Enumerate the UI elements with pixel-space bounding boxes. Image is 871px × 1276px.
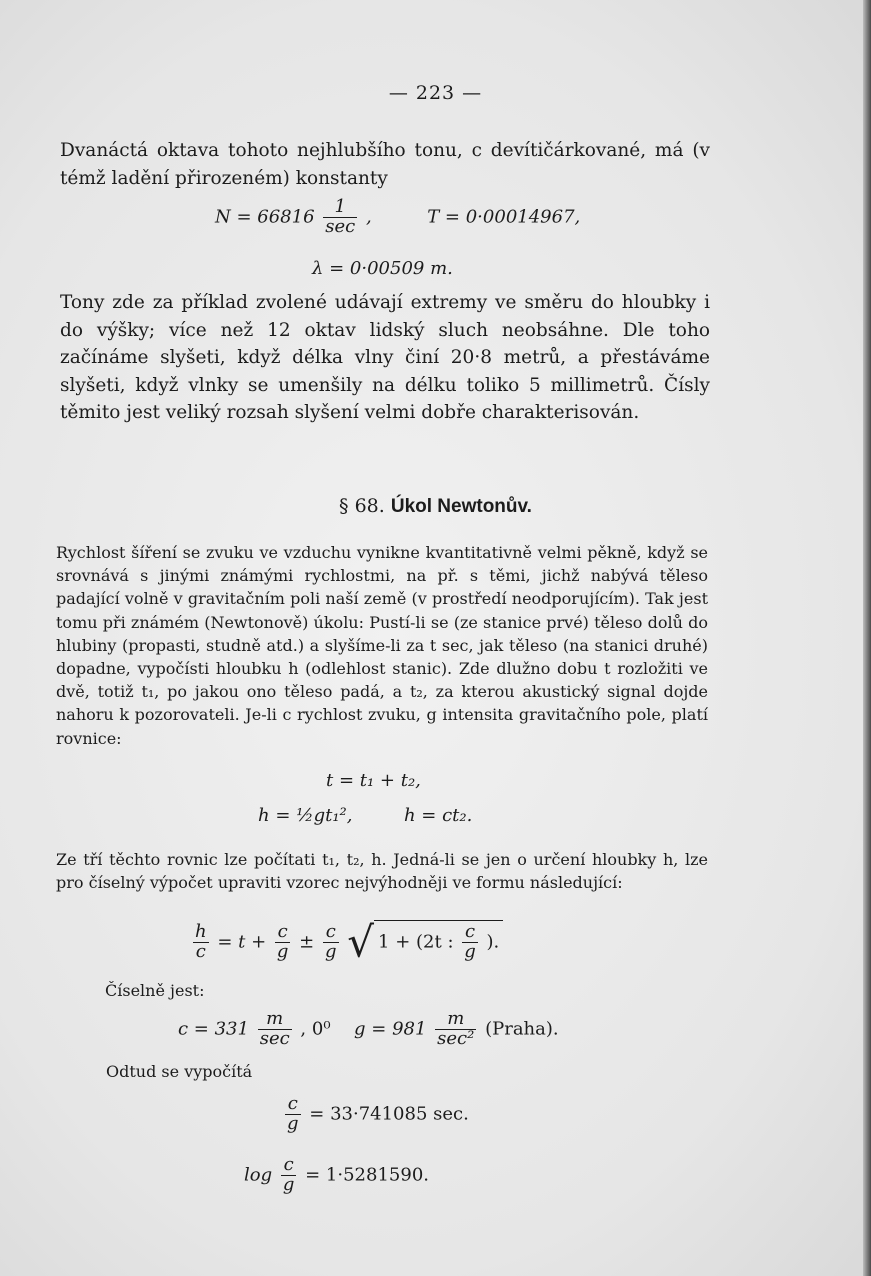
fraction-numerator: m xyxy=(266,1008,284,1029)
value-temperature: , 0⁰ xyxy=(300,1018,331,1040)
equation-t: T = 0·00014967, xyxy=(427,206,581,228)
fraction-numerator: c xyxy=(287,1093,298,1114)
fraction-numerator: c xyxy=(464,921,476,942)
value-sound-speed: c = 331 xyxy=(178,1018,249,1040)
equation-depth xyxy=(258,805,472,826)
fraction-c-over-g xyxy=(275,923,291,962)
sqrt-inner-text: 1 + (2t : xyxy=(378,931,454,953)
book-spine-shadow xyxy=(863,0,871,1276)
fraction-m-over-sec2 xyxy=(435,1010,476,1049)
fraction-denominator: c xyxy=(193,942,209,962)
equation-depth-formula xyxy=(190,917,503,967)
section-number: § 68. xyxy=(339,495,385,517)
page-number: — 223 — xyxy=(388,82,483,104)
fraction-c-over-g-result xyxy=(285,1095,301,1134)
paragraph-solution: Ze tří těchto rovnic lze počítati t₁, t₂, h. Jedná-li se jen o určení hloubky h, lze pro číselný výpočet upraviti vzorec nejvýhodněji ve formu následující: xyxy=(56,850,708,893)
section-heading xyxy=(0,495,871,518)
fraction-denominator: sec xyxy=(325,215,356,237)
equation-lambda: λ = 0·00509 m. xyxy=(312,258,453,279)
fraction-c-over-g-3 xyxy=(462,923,478,962)
equation-constants xyxy=(215,198,580,237)
formula-t-plus: = t + xyxy=(217,931,267,953)
formula-plus-minus: ± xyxy=(299,931,315,953)
fraction-c-over-g-2 xyxy=(323,923,339,962)
equation-time-sum: t = t₁ + t₂, xyxy=(326,770,421,791)
label-numerically: Číselně jest: xyxy=(105,981,205,1000)
equation-depth-fall: h = ½gt₁², xyxy=(258,805,353,826)
fraction-m-over-sec xyxy=(258,1010,292,1049)
equation-ratio xyxy=(282,1095,469,1134)
fraction-c-over-g-log xyxy=(281,1156,297,1195)
fraction-one-over-sec xyxy=(323,198,357,237)
ratio-result: = 33·741085 sec. xyxy=(309,1103,469,1125)
equation-log xyxy=(244,1156,429,1195)
log-result: = 1·5281590. xyxy=(305,1164,429,1186)
paragraph-newton-problem: Rychlost šíření se zvuku ve vzduchu vynikne kvantitativně velmi pěkně, když se srovnává s jinými známými rychlostmi, na př. s těmi, jichž nabývá těleso padající volně v gravitačním poli naší země (v prostředí neodporujícím). Tak jest tomu při známém (Newtonově) úkolu: Pustí-li se (ze stanice prvé) těleso dolů do hlubiny (propasti, studně atd.) a slyšíme-li za t sec, jak těleso (na stanici druhé) dopadne, vypočísti hloubku h (odlehlost stanic). Zde dlužno dobu t rozložiti ve dvě, totiž t₁, po jakou ono těleso padá, a t₂, za kterou akustický signal dojde nahoru k pozorovateli. Je-li c rychlost zvuku, g intensita gravitačního pole, platí rovnice: xyxy=(56,543,708,748)
fraction-numerator: c xyxy=(325,921,336,942)
value-location: (Praha). xyxy=(485,1018,559,1040)
fraction-denominator: g xyxy=(464,940,476,962)
fraction-denominator: g xyxy=(276,940,289,962)
equation-values xyxy=(178,1010,559,1049)
fraction-numerator: c xyxy=(283,1154,294,1175)
fraction-numerator: c xyxy=(277,921,288,942)
equation-depth-sound: h = ct₂. xyxy=(403,805,473,826)
paragraph-intro: Dvanáctá oktava tohoto nejhlubšího tonu, c devítičárkované, má (v témž ladění přirozeném) konstanty xyxy=(60,140,710,189)
fraction-denominator: g xyxy=(287,1112,299,1134)
section-title: Úkol Newtonův. xyxy=(390,496,532,517)
sqrt-close: ). xyxy=(486,931,500,953)
label-hence: Odtud se vypočítá xyxy=(106,1062,253,1081)
fraction-denominator: sec xyxy=(259,1027,290,1049)
square-root-sign: √ xyxy=(347,917,375,967)
paragraph-range: Tony zde za příklad zvolené udávají extremy ve směru do hloubky i do výšky; více než 12 oktav lidský sluch neobsáhne. Dle toho začínáme slyšeti, když délka vlny činí 20·8 metrů, a přestáváme slyšeti, když vlnky se umenšily na délku toliko 5 millimetrů. Čísly těmito jest veliký rozsah slyšení velmi dobře charakterisován. xyxy=(60,292,710,423)
square-root-body xyxy=(374,920,503,962)
equation-separator: , xyxy=(366,206,372,228)
value-gravity: g = 981 xyxy=(354,1018,427,1040)
fraction-denominator: sec² xyxy=(437,1027,475,1049)
equation-n: N = 66816 xyxy=(215,206,315,228)
fraction-h-over-c xyxy=(193,923,209,962)
fraction-denominator: g xyxy=(282,1173,295,1195)
fraction-numerator: h xyxy=(195,921,207,942)
fraction-denominator: g xyxy=(325,940,337,962)
fraction-numerator: m xyxy=(447,1008,465,1029)
fraction-numerator: 1 xyxy=(334,196,346,217)
log-label: log xyxy=(244,1164,273,1186)
